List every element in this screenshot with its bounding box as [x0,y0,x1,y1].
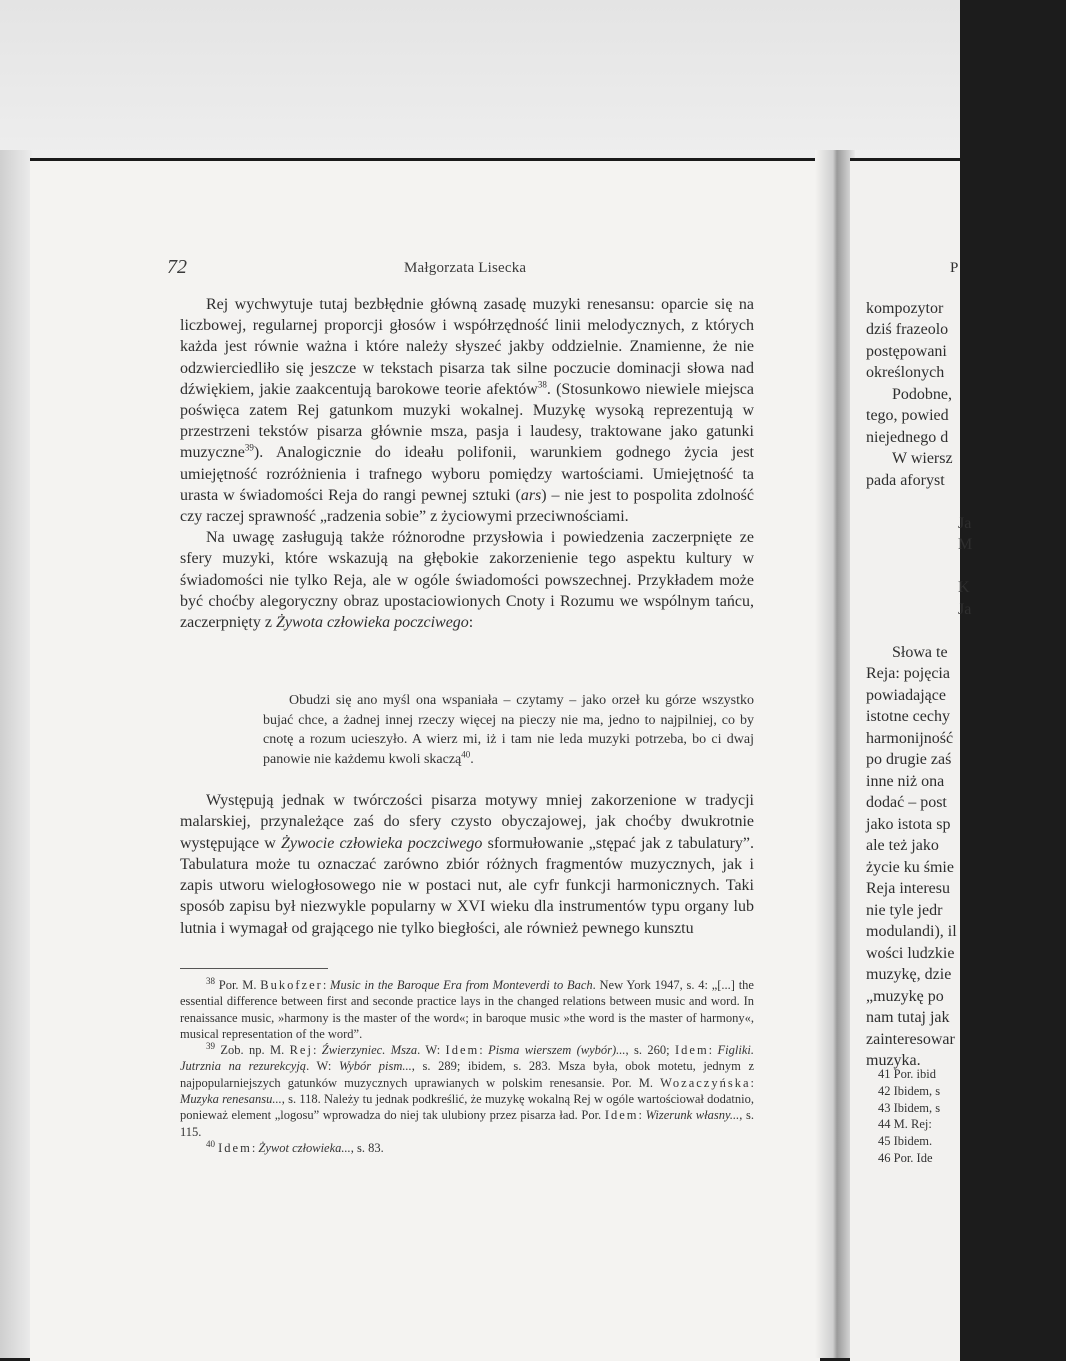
running-head: Małgorzata Lisecka [404,260,527,276]
fn39-h: , s. 289; ibidem, s. 283. Msza była, obok motetu, jednym z najpopularniejszych gatunków muzycznych uprawianych w polskim renesansie. Por. M. [180,1059,754,1090]
fn39-idem3: Idem [604,1108,639,1123]
fn39-i: : [750,1075,754,1090]
fn39-l: , s. 115. [180,1108,754,1139]
right-page-line [866,556,1066,578]
right-page-line: życie ku śmie [866,858,954,876]
fn39-a: Zob. np. M. [215,1043,290,1058]
main-text-top [180,294,754,633]
paragraph-3 [180,790,754,939]
right-page-line: pada aforyst [866,471,945,489]
fn39-k: : [638,1108,646,1123]
paragraph-1-text-c: ). Analogicznie do ideału polifonii, warunkiem godnego życia jest umiejętność rozróżnienia i trafnego wyboru pomiędzy wartościami. Umiejętność ta urasta w świadomości Reja do rangi pewnej sztuki ( [180,444,754,504]
fn39-idem1: Idem [445,1043,480,1058]
fn39-f: : [708,1043,718,1058]
fn39-g: . W: [306,1059,339,1074]
term-ars: ars [520,486,542,504]
paragraph-1-text: Rej wychwytuje tutaj bezbłędnie główną zasadę muzyki renesansu: oparcie się na liczbowej, regularnej proporcji głosów i współrzędność linii melodycznych, z których każda jest równie ważna i które należy słyszeć jakby oddzielnie. Znamienne, że nie odzwierciedliło się jeszcze w tekstach pisarza tak silne poczucie dominacji słowa nad dźwiękiem, jakie zaakcentują barokowe teorie afektów [180,296,754,398]
fn39-t5: Muzyka renesansu... [180,1092,282,1107]
right-page-text [866,258,1066,1072]
paragraph-3-text: Występują jednak w twórczości pisarza motywy mniej zakorzenione w tradycji malarskiej, przynależące zaś do sfery czysto obyczajowej, jak choćby dwukrotnie występujące w [180,792,754,852]
footnotes [180,977,754,1156]
right-page-line: jako istota sp [866,815,951,833]
right-page-line: nie tyle jedr [866,901,943,919]
left-edge-shadow [0,150,32,1358]
paragraph-1-text-b: . (Stosunkowo niewiele miejsca poświęca zatem Rej gatunkom muzyki wokalnej. Muzykę wysoką reprezentują w przestrzeni tekstów pisarza głównie msza, pasja i laudesy, traktowane jako gatunki muzyczne [180,380,755,462]
right-page-line: Ja [958,514,972,532]
fn38-title: Music in the Baroque Era from Monteverdi to Bach [330,978,593,992]
right-page-line: Reja: pojęcia [866,665,950,682]
footnote-rule [180,968,328,969]
right-page-footnote: 43 Ibidem, s [878,1100,941,1115]
right-page-line [866,620,1066,642]
footnote-39 [180,1042,754,1140]
right-page-line: po drugie zaś [866,751,952,768]
quote-end: . [470,751,474,767]
right-page-line: inne niż ona [866,772,945,790]
fn40-title: Żywot człowieka... [258,1140,351,1155]
right-page-header: P [950,260,959,276]
right-page-line: nam tutaj jak [866,1009,950,1026]
paragraph-3-text-b: sformułowanie „stępać jak z tabulatury”. Tabulatura może tu oznaczać zarówno zbiór różnych fragmentów muzycznych, jak i zapis utworu wielogłosowego nie w postaci nut, ale cyfr funkcji harmonicznych. Taki sposób zapisu był niezwykle popularny w XVI wieku dla instrumentów typu organy lub lutnia i wymagał od grającego nie tylko biegłości, ale również pewnego kunsztu [180,834,755,937]
fn39-j: , s. 118. Należy tu jednak podkreślić, że muzykę wokalną Rej w ogóle wartościował dodatnio, ponieważ element „logosu” wprowadza do niej tak ulubiony przez pisarza ład. Por. [180,1092,754,1123]
right-page-line: istotne cechy [866,708,950,725]
right-page-line: W wiersz [892,450,953,467]
fn40-b: , s. 83. [350,1140,384,1155]
fn39-author2: Wozaczyńska [660,1075,751,1090]
right-page-line: postępowani [866,342,947,360]
footnote-40 [180,1140,754,1156]
right-page-footnote: 41 Por. ibid [878,1067,936,1081]
footnote-ref-38: 38 [537,379,547,390]
fn39-e: , s. 260; [625,1043,675,1058]
right-page-footnote: 42 Ibidem, s [878,1083,941,1098]
right-page-line: określonych [866,364,945,381]
main-text-bottom [180,790,754,939]
right-page-line: Ja [958,600,972,618]
work-title: Żywota człowieka poczciwego [275,614,469,632]
right-page-line: „muzykę po [866,987,944,1005]
footnote-38 [180,977,754,1042]
right-page-line: harmonijność [866,729,954,747]
right-page-line: dodać – post [866,794,947,811]
fn39-t1: Źwierzyniec. Msza [321,1043,418,1058]
block-quote [263,691,754,769]
fn39-idem2: Idem [674,1043,709,1058]
right-page-line: muzyka. [866,1052,921,1069]
right-page-footnotes [866,1066,1066,1167]
paragraph-2-text: Na uwagę zasługują także różnorodne przysłowia i powiedzenia zaczerpnięte ze sfery muzyki, które wskazują na głębokie zakorzenienie tego aspektu kultury w świadomości nie tylko Reja, ale w ogóle świadomości powszechnej. Przykładem może być choćby alegoryczny obraz upostaciowionych Cnoty i Rozumu we wspólnym tańcu, zaczerpnięty z [180,529,754,632]
fn39-b: : [312,1043,322,1058]
paragraph-1-text-d: ) – nie jest to pospolita zdolność czy raczej sprawność „radzenia sobie” z życiowymi przeciwnościami. [180,486,755,526]
fn39-author: Rej [289,1043,313,1058]
right-page-line: ale też jako [866,837,939,854]
fn38-a: Por. M. [215,978,261,992]
right-page-line [866,491,1066,513]
footnote-39-num: 39 [206,1041,215,1052]
right-page-lines [866,298,1066,1072]
footnote-38-num: 38 [206,975,215,986]
right-page-line: dziś frazeolo [866,321,949,338]
fn38-author: Bukofzer [260,978,323,992]
fn38-c: . New York 1947, s. 4: „[...] the essential difference between first and seconde practice lays in the changed relations between music and word. In renaissance music, »harmony is the master of the word«; in baroque music »the word is the master of harmony«, musical representation of the word”. [180,978,754,1041]
right-page-line: zainteresowar [866,1030,955,1048]
footnote-ref-39: 39 [244,443,254,454]
right-page-footnote: 44 M. Rej: [878,1117,932,1132]
footnote-40-num: 40 [206,1138,215,1149]
fn39-t3: Figliki. Jutrznia na rezurekcyją [180,1043,754,1074]
fn39-c: . W: [417,1043,446,1058]
fn39-t4: Wybór pism... [338,1059,412,1074]
scan-top-margin [0,0,960,160]
right-page-footnote: 46 Por. Ide [878,1150,933,1165]
right-page-line: niejednego d [866,428,949,446]
right-page-line: tego, powied [866,407,949,424]
right-page-line: K [958,579,970,596]
page-number: 72 [167,256,187,278]
fn40-a: : [251,1140,259,1155]
book-gutter [815,150,855,1358]
paragraph-2 [180,527,754,633]
right-page-line: modulandi), il [866,923,957,940]
fn39-d: : [479,1043,489,1058]
paragraph-1 [180,294,754,527]
paragraph-2-end: : [468,614,474,632]
right-page-line: M [958,536,973,553]
footnote-ref-40: 40 [461,748,471,759]
right-page-line: wości ludzkie [866,944,955,962]
quote-paragraph [263,691,754,769]
right-page-footnote: 45 Ibidem. [878,1134,933,1149]
fn39-t2: Pisma wierszem (wybór)... [488,1043,626,1058]
right-page-line: powiadające [866,686,946,704]
right-page-line: Podobne, [892,385,952,403]
right-page-line: Reja interesu [866,880,950,897]
work-title-2: Żywocie człowieka poczciwego [281,834,483,852]
quote-text: Obudzi się ano myśl ona wspaniała – czytamy – jako orzeł ku górze wszystko bujać chce, a żadnej innej rzeczy więcej na pieczy nie ma, jedno to najpilniej, co by cnotę a rozum ucieszyło. A wierz mi, iż i tam nie leda muzyki potrzeba, bo ci dwaj panowie nie każdemu kwoli skaczą [263,693,754,767]
right-page-line: muzykę, dzie [866,966,952,983]
fn40-idem: Idem [218,1140,252,1155]
fn39-t6: Wizerunk własny... [645,1108,740,1123]
right-page-line: kompozytor [866,299,944,317]
fn38-b: : [322,978,331,992]
right-page-line: Słowa te [892,643,948,661]
